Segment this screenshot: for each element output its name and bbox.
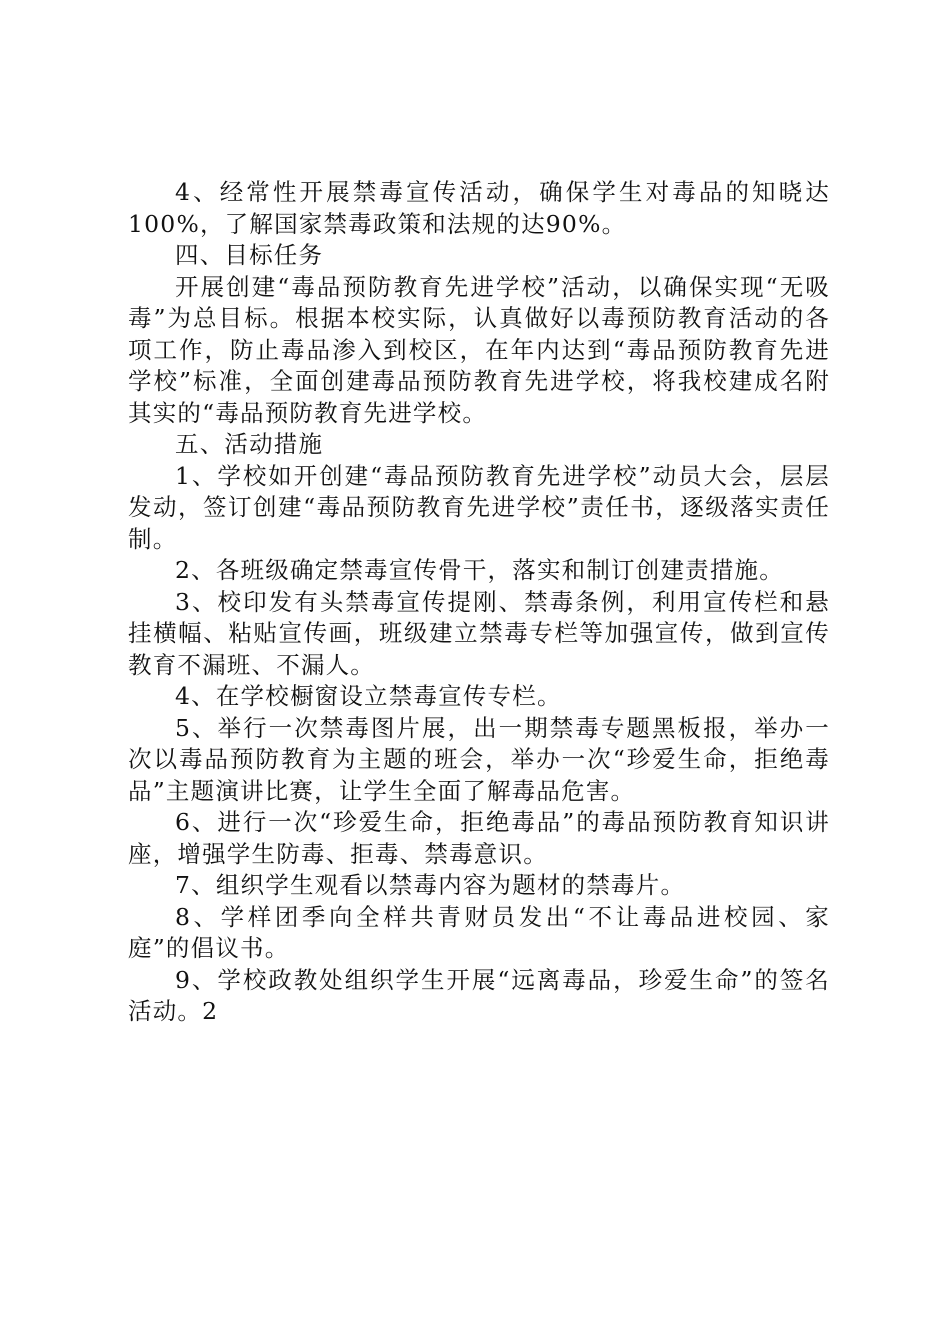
paragraph-item-4: 4、经常性开展禁毒宣传活动，确保学生对毒品的知晓达100%，了解国家禁毒政策和法规的达90%。 [128,178,830,238]
measure-item-5: 5、举行一次禁毒图片展，出一期禁毒专题黑板报，举办一次以毒品预防教育为主题的班会，举办一次“珍爱生命，拒绝毒品”主题演讲比赛，让学生全面了解毒品危害。 [128,713,830,805]
measure-item-8: 8、学样团季向全样共青财员发出“不让毒品进校园、家庭”的倡议书。 [128,902,830,962]
measure-item-6: 6、进行一次“珍爱生命，拒绝毒品”的毒品预防教育知识讲座，增强学生防毒、拒毒、禁毒意识。 [128,808,830,868]
section-heading-targets: 四、目标任务 [175,241,324,269]
measure-item-1: 1、学校如开创建“毒品预防教育先进学校”动员大会，层层发动，签订创建“毒品预防教育先进学校”责任书，逐级落实责任制。 [128,461,830,553]
paragraph-targets: 开展创建“毒品预防教育先进学校”活动，以确保实现“无吸毒”为总目标。根据本校实际，认真做好以毒预防教育活动的各项工作，防止毒品渗入到校区，在年内达到“毒品预防教育先进学校”标准，全面创建毒品预防教育先进学校，将我校建成名附其实的“毒品预防教育先进学校。 [128,272,830,427]
measure-item-9: 9、学校政教处组织学生开展“远离毒品，珍爱生命”的签名活动。2 [128,965,830,1025]
section-heading-measures: 五、活动措施 [175,430,324,458]
measure-item-3: 3、校印发有头禁毒宣传提刚、禁毒条例，利用宣传栏和悬挂横幅、粘贴宣传画，班级建立禁毒专栏等加强宣传，做到宣传教育不漏班、不漏人。 [128,587,830,679]
measure-item-4: 4、在学校橱窗设立禁毒宣传专栏。 [175,682,562,710]
document-body [128,177,830,1028]
measure-item-7: 7、组织学生观看以禁毒内容为题材的禁毒片。 [175,871,686,899]
measure-item-2: 2、各班级确定禁毒宣传骨干，落实和制订创建责措施。 [175,556,784,584]
